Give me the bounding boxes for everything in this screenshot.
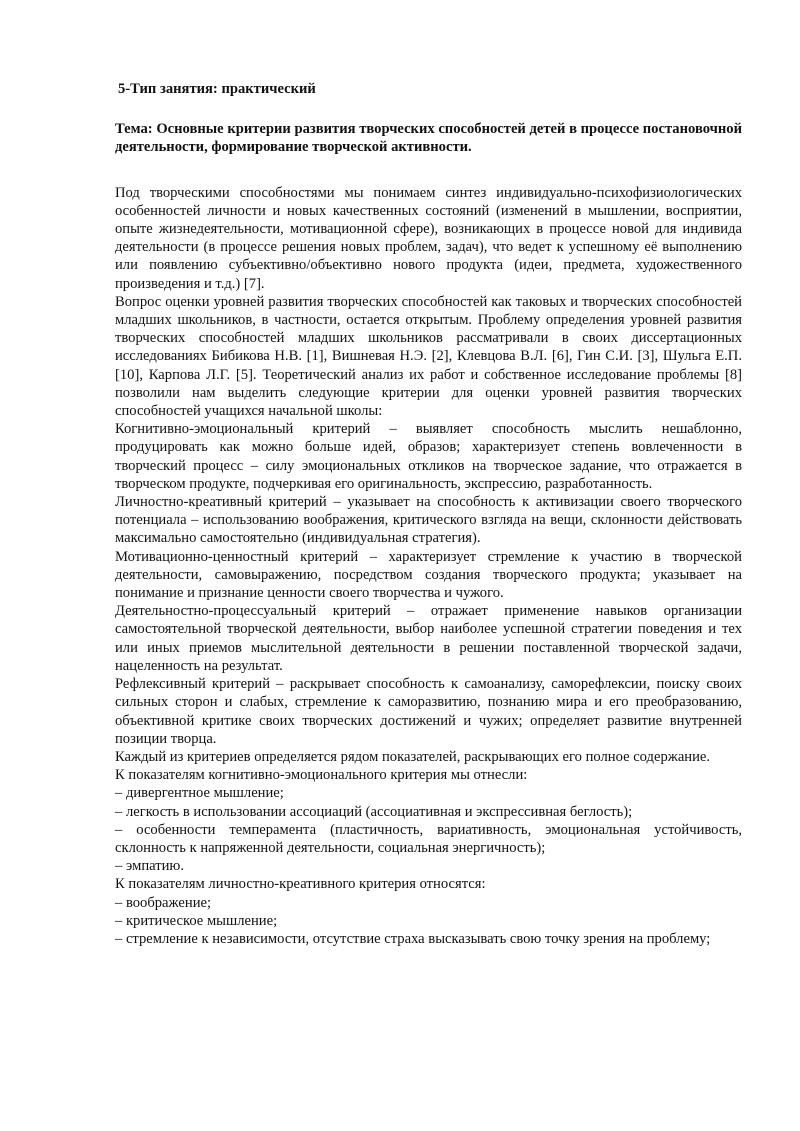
topic-title: Тема: Основные критерии развития творческих способностей детей в процессе постановочной деятельности, формирование творческой активности. xyxy=(115,121,742,156)
list-item: – критическое мышление; xyxy=(115,912,278,929)
paragraph-indicators: Каждый из критериев определяется рядом показателей, раскрывающих его полное содержание. xyxy=(115,748,711,765)
paragraph-research: Вопрос оценки уровней развития творческих способностей как таковых и творческих способностей младших школьников, в частности, остается открытым. Проблему определения уровней развития творческих способностей младших школьников рассматривали в своих диссертационных исследованиях Бибикова Н.В. [1], Вишневая Н.Э. [2], Клевцова В.Л. [6], Гин С.И. [3], Шульга Е.П. [10], Карпова Л.Г. [5]. Теоретический анализ их работ и собственное исследование проблемы [8] позволили нам выделить следующие критерии для оценки уровней развития творческих способностей учащихся начальной школы: xyxy=(115,293,742,420)
lesson-type-heading: 5-Тип занятия: практический xyxy=(118,81,316,97)
paragraph-personal-indicators-intro: К показателям личностно-креативного критерия относятся: xyxy=(115,876,486,893)
list-item: – эмпатию. xyxy=(115,858,184,875)
paragraph-criterion-activity: Деятельностно-процессуальный критерий – отражает применение навыков организации самостоятельной творческой деятельности, выбор наиболее успешной стратегии поведения и тех или иных приемов мыслительной деятельности в решении поставленной творческой задачи, нацеленность на результат. xyxy=(115,603,742,674)
paragraph-criterion-reflexive: Рефлексивный критерий – раскрывает способность к самоанализу, саморефлексии, поиску своих сильных сторон и слабых, стремление к саморазвитию, познанию мира и его преобразованию, объективной критике своих творческих достижений и чужих; определяет развитие внутренней позиции творца. xyxy=(115,676,742,747)
list-item: – легкость в использовании ассоциаций (ассоциативная и экспрессивная беглость); xyxy=(115,803,633,820)
paragraph-definition: Под творческими способностями мы понимаем синтез индивидуально-психофизиологических особенностей личности и новых качественных состояний (изменений в мышлении, восприятии, опыте жизнедеятельности, мотивационной сфере), возникающих в процессе новой для индивида деятельности (в процессе решения новых проблем, задач), что ведет к успешному её выполнению или появлению субъективно/объективно нового продукта (идеи, предмета, художественного произведения и т.д.) [7]. xyxy=(115,184,742,292)
body-text xyxy=(115,184,742,949)
list-item: – особенности темперамента (пластичность, вариативность, эмоциональная устойчивость, склонность к напряженной деятельности, социальная энергичность); xyxy=(115,821,742,856)
paragraph-criterion-personal: Личностно-креативный критерий – указывает на способность к активизации своего творческого потенциала – использованию воображения, критического взгляда на вещи, склонности действовать максимально самостоятельно (индивидуальная стратегия). xyxy=(115,494,742,547)
list-item: – воображение; xyxy=(115,894,212,911)
document-page xyxy=(115,80,742,948)
paragraph-criterion-motivational: Мотивационно-ценностный критерий – характеризует стремление к участию в творческой деятельности, самовыражению, посредством создания творческого продукта; указывает на понимание и признание ценности своего творчества и чужого. xyxy=(115,548,742,602)
paragraph-cognitive-indicators-intro: К показателям когнитивно-эмоционального критерия мы отнесли: xyxy=(115,767,528,784)
paragraph-criterion-cognitive: Когнитивно-эмоциональный критерий – выявляет способность мыслить нешаблонно, продуцировать как можно больше идей, образов; характеризует степень вовлеченности в творческий процесс – силу эмоциональных откликов на творческое задание, что отражается в творческом продукте, подчеркивая его оригинальность, экспрессию, разработанность. xyxy=(115,421,742,492)
list-item: – дивергентное мышление; xyxy=(115,785,284,802)
list-item: – стремление к независимости, отсутствие страха высказывать свою точку зрения на проблему; xyxy=(115,930,711,947)
